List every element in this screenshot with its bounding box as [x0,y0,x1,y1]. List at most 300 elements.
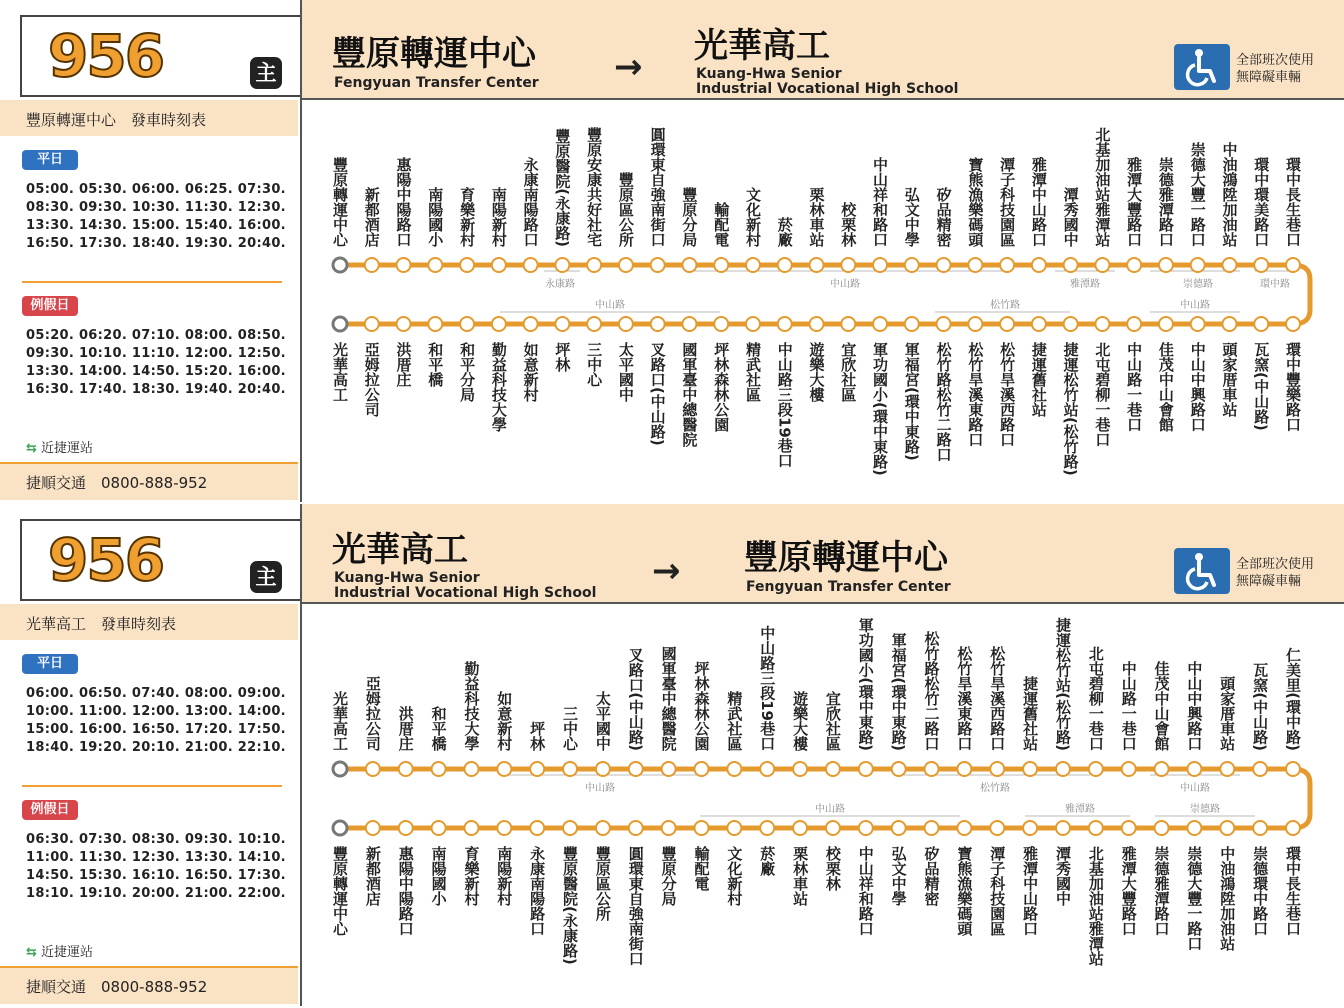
stop-label: 矽品精密 [922,846,941,906]
time-row: 13:30. 14:30. 15:00. 15:40. 16:00. [26,218,286,233]
stop-label: 坪林森林公園 [692,661,711,751]
operator-contact: 捷順交通 0800-888-952 [0,966,298,1004]
terminal-stop-label: 光華高工 [331,342,349,402]
time-row: 16:50. 17:30. 18:40. 19:30. 20:40. [26,236,286,251]
stop-marker [1286,821,1300,835]
stop-marker [1253,821,1267,835]
stop-label: 栗林車站 [807,187,826,247]
stop-marker [1056,821,1070,835]
stop-marker [694,762,708,776]
stop-marker [587,258,601,272]
road-label: 永康路 [545,279,575,290]
stop-label: 弘文中學 [902,187,921,247]
stop-marker [1095,317,1109,331]
stop-label: 軍福宮(環中東路) [902,342,921,461]
stop-marker [990,821,1004,835]
road-label: 雅潭路 [1070,279,1100,290]
destination-name-en-line1: Kuang-Hwa Senior [696,66,842,82]
stop-label: 崇德大豐一路口 [1185,846,1204,951]
stop-marker [333,821,347,835]
stop-marker [333,317,347,331]
terminal-stop-label: 豐原轉運中心 [331,846,349,936]
stop-label: 三中心 [585,342,604,387]
stop-marker [428,258,442,272]
stop-marker [1187,821,1201,835]
stop-label: 中山路三段19巷口 [758,625,777,751]
road-label: 崇德路 [1190,804,1220,815]
stop-marker [727,762,741,776]
stop-marker [727,821,741,835]
stop-marker [464,821,478,835]
route-line [340,265,1310,324]
stop-label: 弘文中學 [889,846,908,906]
stop-label: 軍功國小(環中東路) [871,342,890,476]
route-line [340,769,1310,828]
stop-marker [1222,317,1236,331]
stop-label: 崇德大豐一路口 [1188,142,1207,247]
timetable-title: 豐原轉運中心 發車時刻表 [0,100,298,136]
stop-label: 松竹旱溪西路口 [998,342,1017,447]
timetable-title: 光華高工 發車時刻表 [0,604,298,640]
stop-marker [1064,258,1078,272]
road-label: 松竹路 [990,300,1020,311]
stop-label: 栗林車站 [791,846,810,906]
stop-marker [990,762,1004,776]
stop-marker [1155,821,1169,835]
stop-label: 豐原分局 [659,846,678,906]
main-route-badge: 主 [250,57,282,89]
stop-label: 環中長生巷口 [1284,157,1302,247]
stop-marker [873,258,887,272]
stop-marker [1023,821,1037,835]
stop-label: 軍福宮(環中東路) [889,632,908,751]
stop-label: 精武社區 [725,691,744,751]
stop-label: 北基加油站雅潭站 [1093,127,1112,247]
stop-label: 和平橋 [429,706,448,751]
stop-label: 文化新村 [725,846,744,906]
stop-label: 松竹路松竹二路口 [922,631,941,751]
stop-marker [596,821,610,835]
stop-marker [524,317,538,331]
stop-label: 遊樂大樓 [807,342,826,402]
stop-marker [629,762,643,776]
stop-marker [492,258,506,272]
stop-marker [905,317,919,331]
stop-label: 松竹路松竹二路口 [934,342,953,462]
stop-marker [925,762,939,776]
stop-marker [1089,762,1103,776]
stop-label: 亞姆拉公司 [362,342,381,417]
stop-label: 叉路口(中山路) [648,342,667,446]
stop-label: 捷運松竹站(松竹路) [1061,342,1080,476]
stop-marker [778,317,792,331]
stop-marker [937,258,951,272]
stop-marker [497,762,511,776]
time-row: 18:40. 19:20. 20:10. 21:00. 22:10. [26,740,286,755]
stop-marker [366,762,380,776]
time-row: 09:30. 10:10. 11:10. 12:00. 12:50. [26,346,286,361]
road-label: 中山路 [585,783,615,794]
stop-label: 中山中興路口 [1185,661,1204,751]
accessibility-line2: 無障礙車輛 [1236,574,1302,589]
stop-label: 佳茂中山會館 [1152,661,1171,751]
time-row: 18:10. 19:10. 20:00. 21:00. 22:00. [26,886,286,901]
stop-marker [957,821,971,835]
stop-label: 松竹旱溪東路口 [955,646,974,751]
terminal-stop-label: 光華高工 [331,691,349,751]
stop-marker [682,317,696,331]
stop-marker [365,317,379,331]
stop-label: 中山路一巷口 [1125,342,1144,432]
time-row: 16:30. 17:40. 18:30. 19:40. 20:40. [26,382,286,397]
stop-label: 崇德雅潭路口 [1152,846,1171,936]
stop-marker [1253,762,1267,776]
stop-marker [1127,258,1141,272]
stop-marker [460,317,474,331]
stop-marker [365,258,379,272]
road-label: 中山路 [815,804,845,815]
time-row: 06:00. 06:50. 07:40. 08:00. 09:00. [26,686,286,701]
stop-marker [873,317,887,331]
stop-marker [1159,317,1173,331]
time-row: 08:30. 09:30. 10:30. 11:30. 12:30. [26,200,286,215]
origin-name-en-line2: Industrial Vocational High School [334,585,597,601]
stop-marker [859,821,873,835]
stop-marker [905,258,919,272]
stop-marker [492,317,506,331]
stop-marker [1286,317,1300,331]
stop-marker [497,821,511,835]
stop-label: 豐原區公所 [616,172,635,247]
stop-marker [793,821,807,835]
stop-label: 潭秀國中 [1061,187,1080,247]
stop-marker [629,821,643,835]
stop-marker [333,258,347,272]
destination-name-en: Fengyuan Transfer Center [746,579,951,595]
stop-label: 捷運舊社站 [1029,342,1048,417]
holiday-badge: 例假日 [22,296,78,316]
stop-label: 叉路口(中山路) [626,647,645,751]
stop-marker [662,762,676,776]
stop-marker [555,258,569,272]
stop-label: 寶熊漁樂碼頭 [955,846,974,936]
stop-marker [563,821,577,835]
stop-marker [1127,317,1141,331]
stop-marker [596,762,610,776]
stop-label: 如意新村 [495,691,514,751]
origin-name-en-line1: Kuang-Hwa Senior [334,570,480,586]
stop-marker [524,258,538,272]
stop-marker [651,317,665,331]
stop-label: 崇德環中路口 [1251,846,1270,936]
time-row: 11:00. 11:30. 12:30. 13:30. 14:10. [26,850,286,865]
stop-label: 亞姆拉公司 [363,676,382,751]
stop-label: 環中環美路口 [1252,157,1271,247]
stop-label: 國軍臺中總醫院 [680,342,699,447]
stop-label: 仁美里(環中路) [1284,647,1302,751]
road-label: 中山路 [1180,783,1210,794]
stop-label: 瓦窯(中山路) [1251,662,1270,751]
stop-label: 輸配電 [692,846,711,891]
stop-marker [892,821,906,835]
stop-label: 頭家厝車站 [1218,676,1237,751]
time-row: 05:20. 06:20. 07:10. 08:00. 08:50. [26,328,286,343]
stop-label: 崇德雅潭路口 [1156,157,1175,247]
stop-label: 環中豐樂路口 [1284,342,1302,432]
stop-marker [1254,317,1268,331]
stop-label: 和平橋 [426,342,445,387]
stop-label: 校栗林 [823,846,842,891]
stop-marker [968,258,982,272]
accessibility-line2: 無障礙車輛 [1236,70,1302,85]
route-panel-return [0,504,1344,1008]
stop-label: 育樂新村 [458,187,477,247]
stop-marker [464,762,478,776]
stop-label: 捷運松竹站(松竹路) [1053,617,1072,751]
direction-arrow-icon: → [652,551,681,591]
stop-marker [714,317,728,331]
stop-label: 洪厝庄 [396,706,415,751]
stop-marker [778,258,792,272]
stop-label: 豐原分局 [680,187,699,247]
stop-marker [1159,258,1173,272]
stop-label: 環中長生巷口 [1284,846,1302,936]
stop-marker [925,821,939,835]
stop-label: 雅潭大豐路口 [1119,846,1138,936]
stop-label: 三中心 [561,706,580,751]
stop-label: 瓦窯(中山路) [1252,342,1271,431]
stop-label: 勤益科技大學 [489,342,508,432]
stop-marker [1032,258,1046,272]
stop-marker [859,762,873,776]
stop-label: 勤益科技大學 [462,661,481,751]
stop-label: 松竹旱溪西路口 [988,646,1007,751]
route-number: 956 [48,526,164,594]
stop-label: 洪厝庄 [394,342,413,387]
stop-marker [826,821,840,835]
metro-legend-label: 近捷運站 [41,945,94,960]
stop-label: 國軍臺中總醫院 [659,646,678,751]
time-row: 10:00. 11:00. 12:00. 13:00. 14:00. [26,704,286,719]
stop-marker [714,258,728,272]
stop-label: 坪林 [528,721,547,751]
stop-marker [432,762,446,776]
stop-marker [397,258,411,272]
stop-label: 中山路一巷口 [1119,661,1138,751]
stop-marker [682,258,696,272]
time-row: 13:30. 14:00. 14:50. 15:20. 16:00. [26,364,286,379]
stop-label: 文化新村 [743,187,762,247]
stop-marker [460,258,474,272]
road-label: 中山路 [830,279,860,290]
route-number: 956 [48,22,164,90]
stop-label: 北屯碧柳一巷口 [1086,646,1105,751]
stop-label: 寶熊漁樂碼頭 [966,157,985,247]
stop-label: 捷運舊社站 [1021,676,1040,751]
stop-marker [841,258,855,272]
stop-marker [746,317,760,331]
stop-label: 松竹旱溪東路口 [966,342,985,447]
stop-marker [619,258,633,272]
stop-marker [587,317,601,331]
stop-marker [810,317,824,331]
stop-label: 圓環東自強南街口 [648,127,667,247]
stop-marker [1064,317,1078,331]
stop-marker [366,821,380,835]
road-label: 環中路 [1260,279,1290,290]
origin-name: 光華高工 [332,530,468,570]
stop-label: 宜欣社區 [839,342,858,402]
origin-name-en: Fengyuan Transfer Center [334,75,539,91]
stop-label: 太平國中 [616,342,635,402]
stop-marker [530,762,544,776]
stop-label: 永康南陽路口 [528,846,547,936]
stop-label: 軍功國小(環中東路) [856,617,875,751]
stop-label: 北基加油站雅潭站 [1086,846,1105,966]
time-row: 05:00. 05:30. 06:00. 06:25. 07:30. [26,182,286,197]
stop-label: 宜欣社區 [823,691,842,751]
stop-label: 中山祥和路口 [856,846,875,936]
stop-label: 育樂新村 [462,846,481,906]
stop-marker [1286,762,1300,776]
stop-label: 惠陽中陽路口 [396,846,415,936]
stop-marker [530,821,544,835]
stop-label: 南陽新村 [495,846,514,906]
stop-marker [957,762,971,776]
stop-marker [793,762,807,776]
route-map [0,504,1344,1008]
stop-label: 圓環東自強南街口 [626,846,645,966]
stop-label: 和平分局 [458,342,477,402]
metro-icon: ⇆ [26,945,37,960]
stop-marker [432,821,446,835]
stop-label: 潭子科技園區 [988,846,1007,936]
stop-marker [1000,317,1014,331]
metro-legend-label: 近捷運站 [41,441,94,456]
stop-marker [1187,762,1201,776]
stop-label: 精武社區 [743,342,762,402]
stop-label: 雅潭中山路口 [1021,846,1040,936]
stop-label: 南陽國小 [426,187,445,247]
stop-label: 豐原安康共好社宅 [585,127,604,247]
holiday-badge: 例假日 [22,800,78,820]
stop-marker [651,258,665,272]
stop-label: 坪林森林公園 [712,342,731,432]
stop-marker [1095,258,1109,272]
stop-marker [760,762,774,776]
stop-label: 南陽國小 [429,846,448,906]
stop-label: 菸廠 [775,217,794,247]
stop-marker [746,258,760,272]
stop-marker [1254,258,1268,272]
stop-marker [810,258,824,272]
accessibility-line1: 全部班次使用 [1236,557,1315,572]
stop-label: 中山中興路口 [1188,342,1207,432]
stop-marker [563,762,577,776]
direction-arrow-icon: → [614,47,643,87]
stop-marker [555,317,569,331]
stop-label: 豐原醫院(永康路) [561,846,580,965]
stop-label: 輸配電 [712,202,731,247]
stop-marker [428,317,442,331]
stop-marker [619,317,633,331]
stop-label: 潭秀國中 [1053,846,1072,906]
origin-name: 豐原轉運中心 [332,34,536,74]
stop-label: 中山路三段19巷口 [775,342,794,468]
time-row: 06:30. 07:30. 08:30. 09:30. 10:10. [26,832,286,847]
stop-label: 豐原區公所 [593,846,612,921]
stop-marker [1191,258,1205,272]
metro-icon: ⇆ [26,441,37,456]
stop-label: 雅潭中山路口 [1029,157,1048,247]
stop-label: 佳茂中山會館 [1156,342,1175,432]
stop-label: 新都酒店 [363,846,382,906]
stop-label: 如意新村 [521,342,540,402]
weekday-badge: 平日 [22,654,78,674]
stop-label: 中山祥和路口 [871,157,890,247]
destination-name: 光華高工 [694,26,830,66]
stop-marker [1032,317,1046,331]
destination-name: 豐原轉運中心 [744,538,948,578]
stop-label: 北屯碧柳一巷口 [1093,342,1112,447]
stop-label: 中油鴻陞加油站 [1218,846,1237,951]
stop-label: 惠陽中陽路口 [394,157,413,247]
stop-marker [333,762,347,776]
stop-marker [1122,821,1136,835]
stop-label: 中油鴻陞加油站 [1220,142,1239,247]
stop-marker [1000,258,1014,272]
stop-label: 太平國中 [593,691,612,751]
stop-label: 豐原醫院(永康路) [553,128,572,247]
stop-label: 遊樂大樓 [791,691,810,751]
stop-label: 頭家厝車站 [1220,342,1239,417]
operator-contact: 捷順交通 0800-888-952 [0,462,298,500]
stop-marker [1056,762,1070,776]
stop-marker [662,821,676,835]
time-row: 14:50. 15:30. 16:10. 16:50. 17:30. [26,868,286,883]
road-label: 雅潭路 [1065,804,1095,815]
stop-marker [399,762,413,776]
stop-marker [1286,258,1300,272]
main-route-badge: 主 [250,561,282,593]
stop-marker [1023,762,1037,776]
road-label: 中山路 [595,300,625,311]
stop-label: 南陽新村 [489,187,508,247]
road-label: 中山路 [1180,300,1210,311]
weekday-badge: 平日 [22,150,78,170]
stop-marker [1222,258,1236,272]
stop-marker [1155,762,1169,776]
stop-marker [399,821,413,835]
stop-label: 菸廠 [758,846,777,876]
stop-marker [841,317,855,331]
road-label: 松竹路 [980,783,1010,794]
stop-marker [1089,821,1103,835]
stop-label: 雅潭大豐路口 [1125,157,1144,247]
stop-label: 潭子科技園區 [998,157,1017,247]
stop-marker [1220,821,1234,835]
destination-name-en-line2: Industrial Vocational High School [696,81,959,97]
time-row: 15:00. 16:00. 16:50. 17:20. 17:50. [26,722,286,737]
road-label: 崇德路 [1183,279,1213,290]
stop-marker [1191,317,1205,331]
stop-marker [694,821,708,835]
accessibility-line1: 全部班次使用 [1236,53,1315,68]
stop-label: 永康南陽路口 [521,157,540,247]
stop-marker [1122,762,1136,776]
stop-marker [826,762,840,776]
stop-marker [760,821,774,835]
